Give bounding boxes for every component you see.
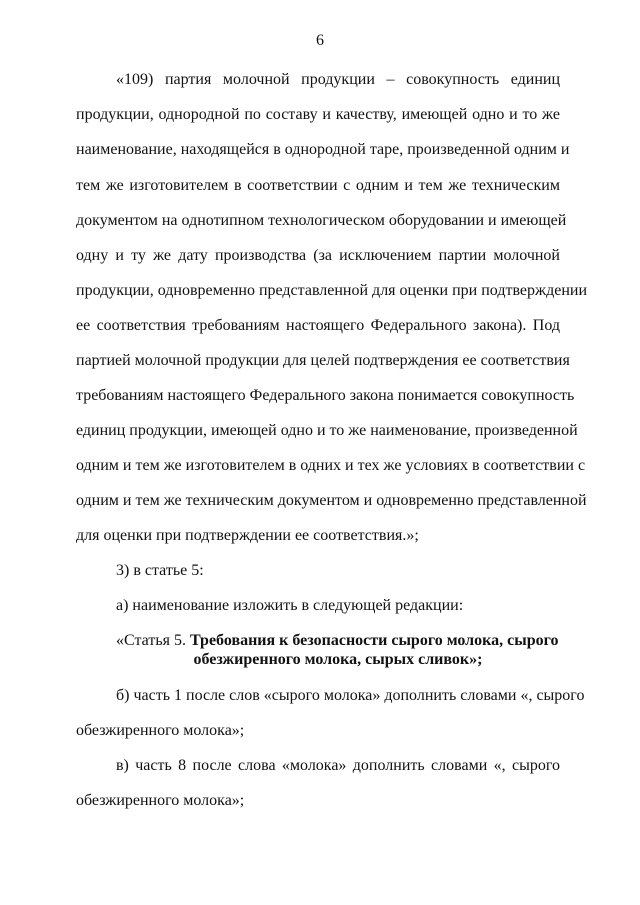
paragraph-line: документом на однотипном технологическом оборудовании и имеющей — [76, 212, 567, 229]
paragraph-line: для оценки при подтверждении ее соответствия.»; — [76, 527, 419, 544]
paragraph-line: единиц продукции, имеющей одно и то же наименование, произведенной — [76, 422, 578, 439]
paragraph-line: партией молочной продукции для целей подтверждения ее соответствия — [76, 352, 570, 369]
paragraph-line: одним и тем же техническим документом и одновременно представленной — [76, 492, 587, 509]
paragraph-line: ее соответствия требованиям настоящего Федерального закона). Под — [76, 317, 560, 334]
list-item: б) часть 1 после слов «сырого молока» дополнить словами «, сырого — [116, 687, 585, 704]
paragraph-line: «109) партия молочной продукции – совокупность единиц — [116, 71, 560, 88]
list-item: а) наименование изложить в следующей редакции: — [116, 597, 464, 614]
list-item-cont: обезжиренного молока»; — [76, 722, 245, 739]
article-prefix: «Статья 5. — [116, 632, 190, 649]
page-number: 6 — [316, 32, 324, 49]
list-item-cont: обезжиренного молока»; — [76, 792, 245, 809]
list-item: 3) в статье 5: — [116, 562, 204, 579]
list-item: в) часть 8 после слова «молока» дополнить словами «, сырого — [116, 757, 560, 774]
paragraph-line: одну и ту же дату производства (за исключением партии молочной — [76, 247, 560, 264]
paragraph-line: продукции, однородной по составу и качеству, имеющей одно и то же — [76, 106, 560, 123]
paragraph-line: наименование, находящейся в однородной таре, произведенной одним и — [76, 141, 570, 158]
paragraph-line: требованиям настоящего Федерального закона понимается совокупность — [76, 387, 575, 404]
article-title-line1: Требования к безопасности сырого молока, сырого — [189, 632, 559, 649]
paragraph-line: одним и тем же изготовителем в одних и тех же условиях в соответствии с — [76, 457, 586, 474]
paragraph-line: продукции, одновременно представленной для оценки при подтверждении — [76, 282, 588, 299]
article-heading — [116, 631, 560, 651]
article-title-line2: обезжиренного молока, сырых сливок»; — [193, 651, 483, 668]
paragraph-line: тем же изготовителем в соответствии с одним и тем же техническим — [76, 177, 560, 194]
